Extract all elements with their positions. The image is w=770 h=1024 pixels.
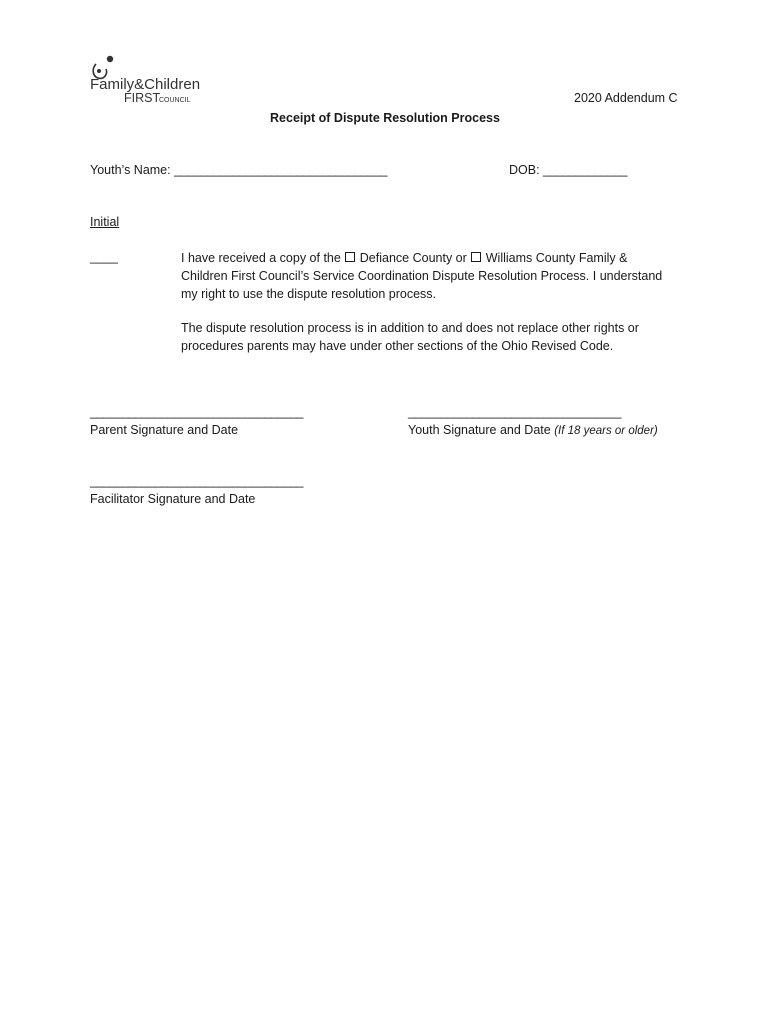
statement-p2-line-1: The dispute resolution process is in addition to and does not replace other rights or [181, 321, 639, 335]
youth-signature-label: Youth Signature and Date [408, 423, 555, 437]
parent-signature-label: Parent Signature and Date [90, 423, 239, 437]
initial-heading: Initial [90, 215, 120, 229]
initial-line[interactable]: ____ [90, 250, 118, 264]
williams-county-checkbox[interactable] [471, 252, 481, 262]
logo-line1: Family&Children [90, 76, 201, 93]
parent-signature-line[interactable]: _________________________________ [90, 405, 303, 419]
statement-paragraph-1 [181, 249, 681, 303]
statement-p2-line-2: procedures parents may have under other sections of the Ohio Revised Code. [181, 339, 614, 353]
statement-paragraph-2 [181, 319, 681, 355]
facilitator-signature-line[interactable]: _________________________________ [90, 474, 303, 488]
document-title: Receipt of Dispute Resolution Process [270, 111, 500, 125]
dob-field[interactable] [509, 163, 627, 177]
youth-signature-note: (If 18 years or older) [554, 425, 658, 437]
youth-name-line[interactable]: _________________________________ [174, 163, 388, 177]
youth-name-field[interactable] [90, 163, 387, 177]
addendum-label: 2020 Addendum C [574, 91, 678, 105]
logo-first: FIRST [124, 91, 161, 105]
defiance-county-option: Defiance County or [359, 251, 471, 265]
logo-council: COUNCIL [159, 97, 191, 104]
youth-name-label: Youth’s Name: [90, 163, 171, 177]
dob-label: DOB: [509, 163, 540, 177]
statement-line-3: my right to use the dispute resolution process. [181, 287, 436, 301]
statement-line-2: Children First Council’s Service Coordination Dispute Resolution Process. I understand [181, 269, 663, 283]
williams-county-option: Williams County Family & [485, 251, 628, 265]
dob-line[interactable]: _____________ [543, 163, 627, 177]
family-children-first-council-logo [86, 54, 211, 106]
defiance-county-checkbox[interactable] [345, 252, 355, 262]
youth-signature-label-group [408, 423, 658, 437]
facilitator-signature-label: Facilitator Signature and Date [90, 492, 256, 506]
statement-intro: I have received a copy of the [181, 251, 345, 265]
logo-mark-icon [86, 54, 211, 106]
youth-signature-line[interactable]: _________________________________ [408, 405, 621, 419]
statement-line-1 [181, 249, 681, 267]
